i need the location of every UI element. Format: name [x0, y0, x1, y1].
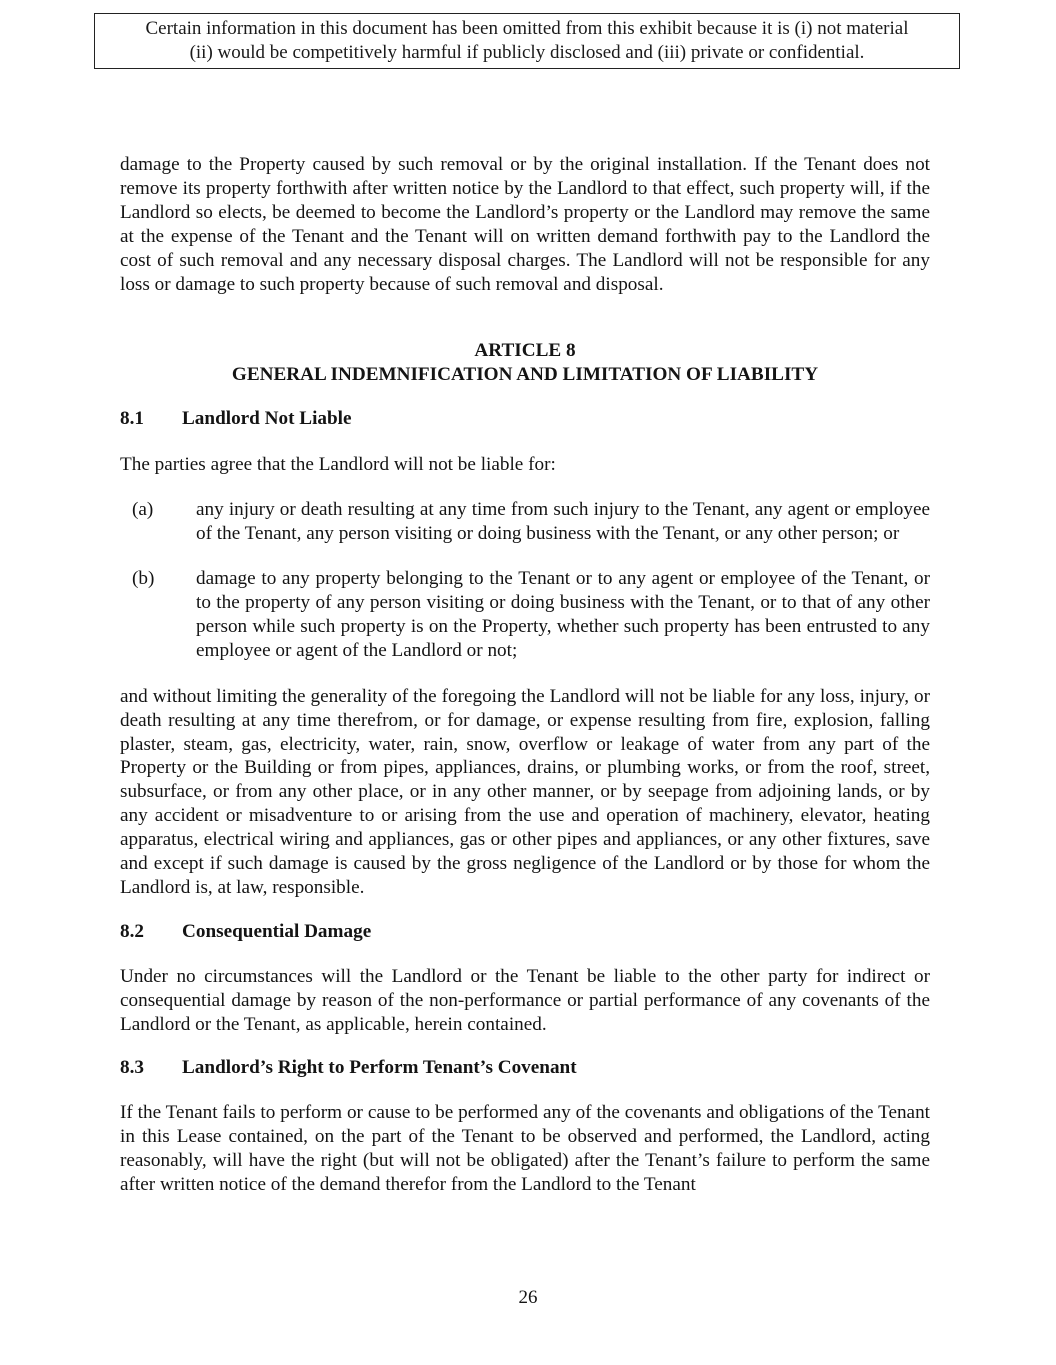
section-paragraph: Under no circumstances will the Landlord or the Tenant be liable to the other party for indirect or consequential damage by reason of the non-performance or partial performance of any covenants of the Landlord or the Tenant, as applicable, herein contained. [120, 965, 930, 1035]
section-heading-8-1 [120, 407, 930, 431]
document-body [120, 153, 930, 1197]
notice-line-2: (ii) would be competitively harmful if publicly disclosed and (iii) private or confidential. [189, 42, 865, 63]
section-heading-8-2 [120, 920, 930, 944]
article-number: ARTICLE 8 [474, 340, 576, 362]
page-number: 26 [518, 1287, 538, 1308]
notice-line-1: Certain information in this document has been omitted from this exhibit because it is (i) not material [145, 18, 909, 39]
section-paragraph: If the Tenant fails to perform or cause to be performed any of the covenants and obligations of the Tenant in this Lease contained, on the part of the Tenant to be observed and performed, the Landlord, acting reasonably, will have the right (but will not be obligated) after the Tenant’s failure to perform the same after written notice of the demand therefor from the Landlord to the Tenant [120, 1102, 930, 1196]
section-title: Consequential Damage [182, 920, 372, 942]
section-heading-8-3 [120, 1056, 930, 1080]
section-title: Landlord’s Right to Perform Tenant’s Covenant [182, 1057, 577, 1079]
section-intro: The parties agree that the Landlord will not be liable for: [120, 454, 556, 476]
section-number: 8.3 [120, 1057, 144, 1079]
article-heading [120, 339, 930, 387]
list-item [120, 498, 930, 546]
section-number: 8.1 [120, 408, 144, 430]
section-closing-paragraph: and without limiting the generality of the foregoing the Landlord will not be liable for any loss, injury, or death resulting at any time therefrom, or for damage, or expense resulting from fire, explosion, falling plaster, steam, gas, electricity, water, rain, snow, overflow or leakage of water from any part of the Property or the Building or from pipes, appliances, drains, or plumbing works, or from the roof, street, subsurface, or from any other place, or in any other manner, or by seepage from adjoining lands, or by any accident or misadventure to or arising from the use and operation of machinery, elevator, heating apparatus, electrical wiring and appliances, gas or other pipes and appliances, or any other fixtures, save and except if such damage is caused by the gross negligence of the Landlord or by those for whom the Landlord is, at law, responsible. [120, 685, 930, 898]
list-marker: (a) [132, 499, 154, 521]
list-item-text: damage to any property belonging to the Tenant or to any agent or employee of the Tenant, or to the property of any person visiting or doing business with the Tenant, or to that of any other person while such property is on the Property, whether such property has been entrusted to any employee or agent of the Landlord or not; [196, 568, 930, 661]
section-title: Landlord Not Liable [182, 408, 352, 430]
continuation-paragraph: damage to the Property caused by such removal or by the original installation. If the Tenant does not remove its property forthwith after written notice by the Landlord to that effect, such property will, if the Landlord so elects, be deemed to become the Landlord’s property or the Landlord may remove the same at the expense of the Tenant and the Tenant will on written demand forthwith pay to the Landlord the cost of such removal and any necessary disposal charges. The Landlord will not be responsible for any loss or damage to such property because of such removal and disposal. [120, 154, 930, 295]
article-title: GENERAL INDEMNIFICATION AND LIMITATION OF LIABILITY [231, 364, 819, 386]
list-item [120, 567, 930, 663]
confidentiality-notice [94, 13, 960, 69]
list-marker: (b) [132, 568, 155, 590]
list-item-text: any injury or death resulting at any time from such injury to the Tenant, any agent or employee of the Tenant, any person visiting or doing business with the Tenant, or any other person; or [196, 499, 930, 545]
section-number: 8.2 [120, 920, 144, 942]
